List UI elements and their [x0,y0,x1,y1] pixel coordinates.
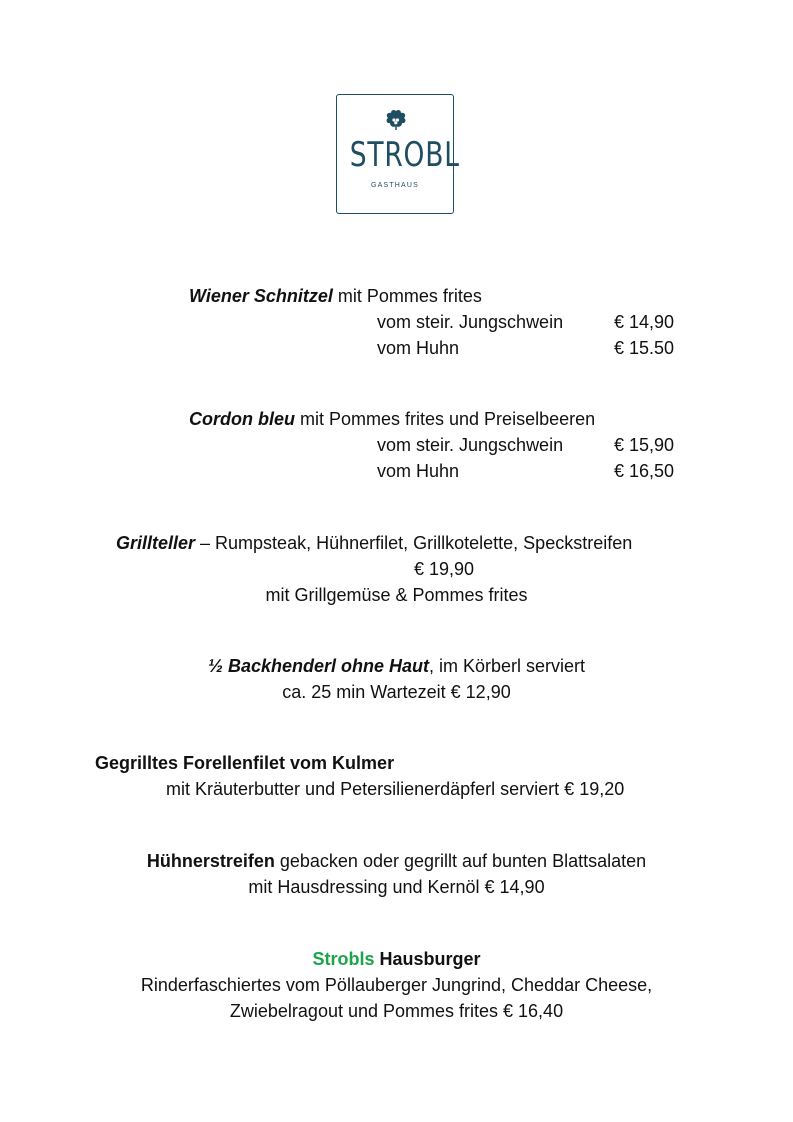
huehner-heading [0,850,793,872]
logo-name: STROBL [349,135,460,175]
forelle-line2: mit Kräuterbutter und Petersilienerdäpferl serviert € 19,20 [166,779,625,799]
schnitzel-title: Wiener Schnitzel [189,286,333,306]
burger-brand: Strobls [312,949,375,969]
burger-line2: Rinderfaschiertes vom Pöllauberger Jungrind, Cheddar Cheese, [140,975,653,995]
schnitzel-heading [189,285,482,307]
gasthaus-logo [336,94,460,214]
cordon-option-price: € 16,50 [614,461,675,481]
cordon-option-label: vom steir. Jungschwein [377,435,564,455]
grape-leaf-icon [384,109,408,131]
schnitzel-option-label: vom steir. Jungschwein [377,312,564,332]
forelle-title: Gegrilltes Forellenfilet vom Kulmer [95,753,395,773]
cordon-option-price: € 15,90 [614,435,675,455]
backhendl-title: ½ Backhenderl ohne Haut [207,656,429,676]
backhendl-desc: , im Körberl serviert [429,656,586,676]
schnitzel-desc: mit Pommes frites [332,286,482,306]
logo-subtitle: GASTHAUS [370,182,420,189]
schnitzel-option-price: € 15.50 [614,338,675,358]
burger-line3: Zwiebelragout und Pommes frites € 16,40 [229,1001,564,1021]
huehner-title: Hühnerstreifen [146,851,275,871]
grill-heading [116,532,632,554]
grill-title: Grillteller [116,533,196,553]
schnitzel-option-price: € 14,90 [614,312,675,332]
huehner-line2: mit Hausdressing und Kernöl € 14,90 [248,877,545,897]
burger-title: Hausburger [374,949,481,969]
backhendl-heading [0,655,793,677]
cordon-heading [189,408,595,430]
cordon-title: Cordon bleu [189,409,295,429]
grill-side: mit Grillgemüse & Pommes frites [265,585,528,605]
burger-heading [0,948,793,970]
cordon-option-label: vom Huhn [377,461,460,481]
backhendl-line2: ca. 25 min Wartezeit € 12,90 [282,682,511,702]
grill-desc: – Rumpsteak, Hühnerfilet, Grillkotelette, Speckstreifen [195,533,633,553]
grill-price: € 19,90 [413,559,475,579]
schnitzel-option-label: vom Huhn [377,338,460,358]
huehner-desc: gebacken oder gegrillt auf bunten Blattsalaten [274,851,647,871]
cordon-desc: mit Pommes frites und Preiselbeeren [295,409,596,429]
